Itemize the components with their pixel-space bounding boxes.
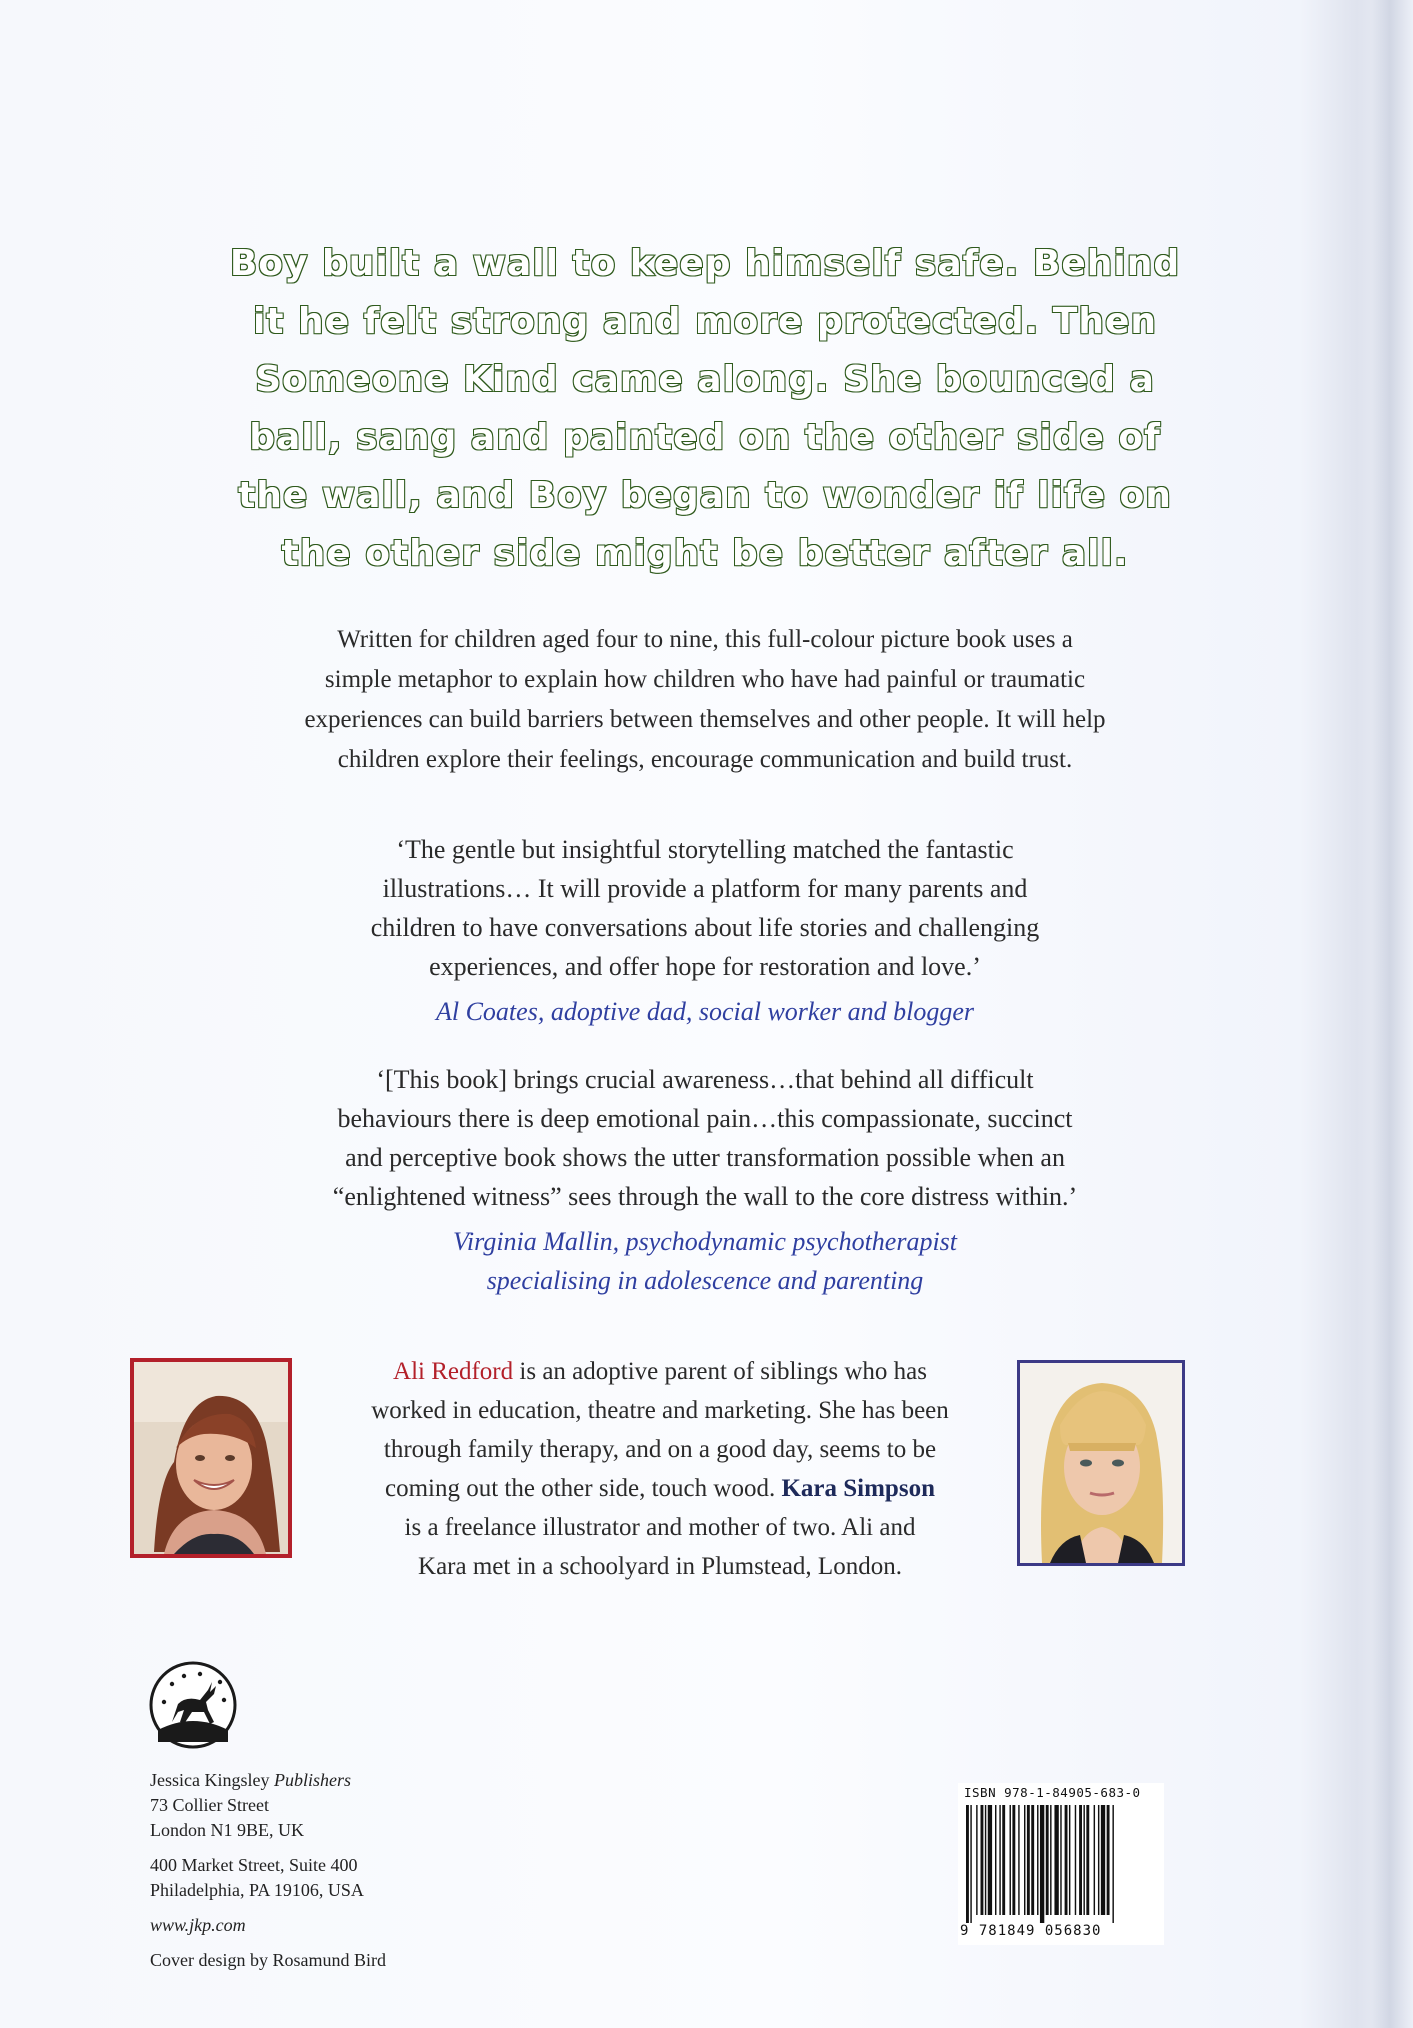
barcode-bar (1012, 1805, 1015, 1915)
quote-line: experiences, and offer hope for restoration and love.’ (429, 952, 981, 981)
publisher-name-italic: Publishers (273, 1770, 351, 1790)
description-line: Written for children aged four to nine, this full-colour picture book uses a (337, 626, 1073, 653)
barcode-bar (1050, 1805, 1051, 1915)
barcode-bar (1069, 1805, 1070, 1915)
author-name: Ali Redford (393, 1358, 514, 1385)
description-line: children explore their feelings, encourage communication and build trust. (337, 746, 1073, 773)
barcode-bar (966, 1805, 969, 1923)
barcode-bar (1046, 1805, 1049, 1915)
barcode-bar (1054, 1805, 1058, 1915)
quote-line: ‘[This book] brings crucial awareness…that behind all difficult (376, 1065, 1034, 1094)
quote-line: and perceptive book shows the utter transformation possible when an (345, 1143, 1065, 1172)
barcode-number: 9 781849 056830 (960, 1923, 1102, 1939)
barcode-bar (1079, 1805, 1082, 1915)
cover-edge-shadow (1371, 0, 1413, 2028)
blurb-line: ball, sang and painted on the other side of (249, 417, 1161, 458)
publisher-website[interactable] (150, 1913, 550, 1938)
bio-line: is a freelance illustrator and mother of two. Ali and (404, 1514, 916, 1541)
barcode-bar (1101, 1805, 1105, 1915)
bio-line: worked in education, theatre and marketing. She has been (371, 1397, 949, 1424)
barcode-bar (988, 1805, 992, 1915)
quote-attribution (195, 1222, 1215, 1300)
address-line: 73 Collier Street (150, 1795, 269, 1815)
review-quote-1 (220, 830, 1190, 1031)
bio-text: coming out the other side, touch wood. (385, 1475, 782, 1502)
barcode-bar (1060, 1805, 1061, 1915)
barcode-bar (1040, 1805, 1044, 1923)
cover-design-credit: Cover design by Rosamund Bird (150, 1950, 386, 1970)
barcode-bar (1094, 1805, 1095, 1915)
barcode-bar (976, 1805, 977, 1915)
blurb-line: it he felt strong and more protected. Then (252, 301, 1158, 342)
address-line: London N1 9BE, UK (150, 1820, 304, 1840)
barcode-bar (970, 1805, 971, 1923)
review-quote-2 (195, 1060, 1215, 1300)
barcode-bar (981, 1805, 984, 1915)
barcode-bars (966, 1805, 1156, 1923)
bio-line: Kara met in a schoolyard in Plumstead, London. (418, 1553, 902, 1580)
author-bio (320, 1352, 1000, 1586)
author-photo (130, 1358, 292, 1558)
illustrator-photo (1017, 1360, 1185, 1566)
address-line: Philadelphia, PA 19106, USA (150, 1880, 364, 1900)
barcode-bar (999, 1805, 1000, 1915)
address-line: 400 Market Street, Suite 400 (150, 1855, 358, 1875)
publisher-name (150, 1768, 550, 1793)
barcode-bar (1112, 1805, 1113, 1923)
barcode-bar (1031, 1805, 1034, 1915)
isbn-barcode (958, 1783, 1164, 1945)
barcode-bar (1027, 1805, 1030, 1915)
isbn-label: ISBN 978-1-84905-683-0 (964, 1785, 1141, 1800)
quote-line: behaviours there is deep emotional pain…this compassionate, succinct (337, 1104, 1073, 1133)
publisher-info (150, 1768, 550, 1973)
publisher-name-text: Jessica Kingsley (150, 1770, 274, 1790)
barcode-bar (1107, 1805, 1110, 1915)
quote-line: illustrations… It will provide a platform for many parents and (382, 874, 1028, 903)
blurb-line: Someone Kind came along. She bounced a (255, 359, 1155, 400)
quote-attribution: Al Coates, adoptive dad, social worker and blogger (435, 997, 974, 1026)
publisher-logo-icon (148, 1660, 238, 1750)
website-text[interactable]: www.jkp.com (150, 1915, 246, 1935)
barcode-bar (1010, 1805, 1011, 1915)
bio-line (320, 1352, 1000, 1391)
bio-line (320, 1469, 1000, 1508)
illustrator-portrait-illustration (1020, 1363, 1182, 1563)
description-line: experiences can build barriers between themselves and other people. It will help (304, 706, 1106, 733)
barcode-bar (1098, 1805, 1099, 1915)
barcode-bar (1037, 1805, 1038, 1915)
quote-line: ‘The gentle but insightful storytelling matched the fantastic (396, 835, 1014, 864)
quote-line: “enlightened witness” sees through the wall to the core distress within.’ (332, 1182, 1078, 1211)
blurb-line: the wall, and Boy began to wonder if life on (238, 475, 1172, 516)
barcode-bar (1018, 1805, 1019, 1915)
barcode-bar (1024, 1805, 1025, 1915)
barcode-bar (1086, 1805, 1089, 1915)
barcode-bar (1065, 1805, 1068, 1915)
author-portrait-illustration (134, 1362, 288, 1554)
bio-text: is an adoptive parent of siblings who has (513, 1358, 927, 1385)
attribution-line: specialising in adolescence and parenting (486, 1266, 924, 1295)
attribution-line: Virginia Mallin, psychodynamic psychotherapist (452, 1227, 958, 1256)
barcode-bar (985, 1805, 986, 1915)
blurb-line: the other side might be better after all. (281, 533, 1129, 574)
quote-line: children to have conversations about life stories and challenging (370, 913, 1040, 942)
book-description (140, 620, 1270, 780)
bio-line: through family therapy, and on a good day, seems to be (383, 1436, 937, 1463)
barcode-bar (1083, 1805, 1084, 1915)
illustrator-name: Kara Simpson (781, 1475, 935, 1502)
barcode-bar (1002, 1805, 1005, 1915)
barcode-bar (995, 1805, 996, 1915)
blurb-line: Boy built a wall to keep himself safe. Behind (229, 243, 1181, 284)
description-line: simple metaphor to explain how children who have had painful or traumatic (324, 666, 1086, 693)
story-blurb (120, 235, 1290, 583)
barcode-bar (1075, 1805, 1076, 1915)
